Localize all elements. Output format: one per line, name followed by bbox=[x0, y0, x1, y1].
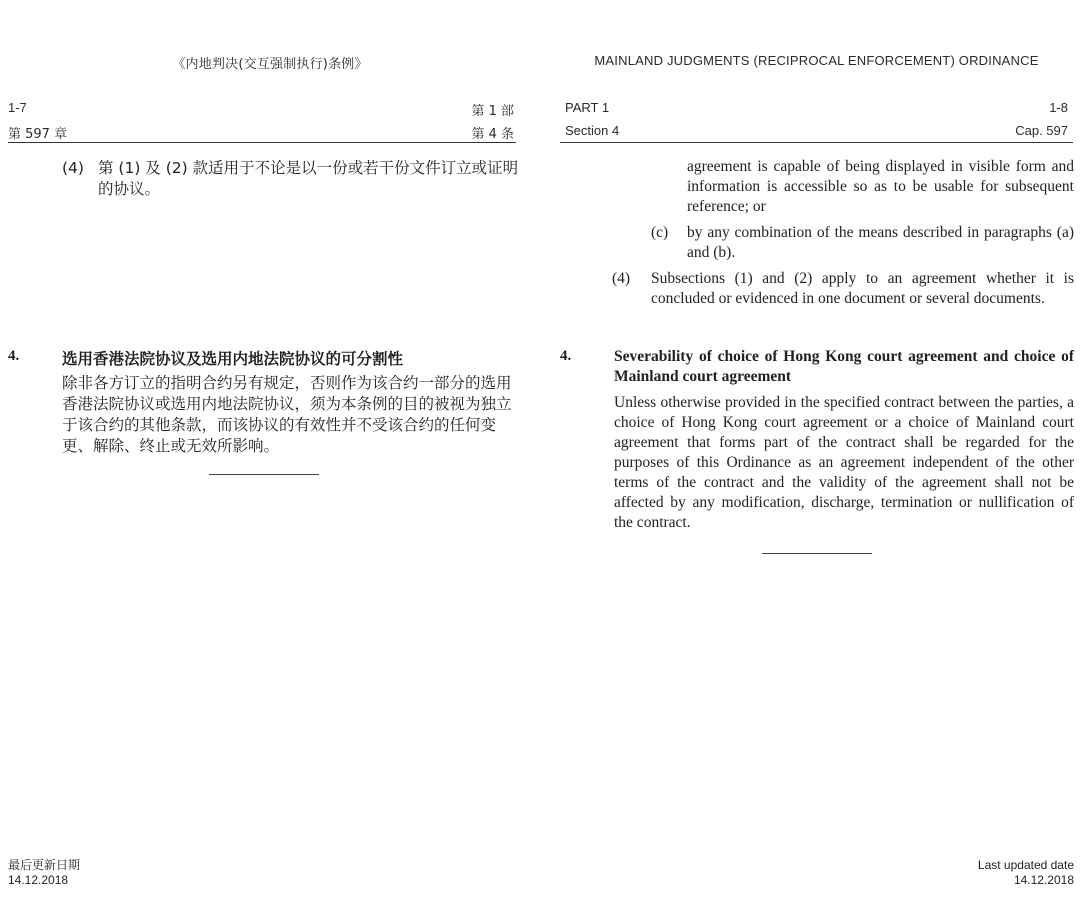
right-footer-date: 14.12.2018 bbox=[1013, 873, 1074, 887]
left-page-number: 1-7 bbox=[8, 100, 27, 115]
right-continued-text: agreement is capable of being displayed in visible form and information is accessible so as to be usable for subsequent reference; or bbox=[687, 158, 1074, 215]
right-end-rule bbox=[762, 553, 872, 554]
right-section-label: Section 4 bbox=[565, 123, 620, 138]
left-section-label: 第 4 条 bbox=[471, 127, 514, 142]
right-section-body: Unless otherwise provided in the specified contract between the parties, a choice of Hong Kong court agreement or a choice of Mainland court agreement that forms part of the contract shall be regarded for the purposes of this Ordinance as an agreement independent of the other terms of the contract and the validity of the agreement shall not be affected by any modification, discharge, termination or nullification of the contract. bbox=[614, 394, 1074, 531]
right-header-rule bbox=[560, 142, 1073, 143]
left-chapter-label: 第 597 章 bbox=[8, 127, 68, 142]
right-running-head: MAINLAND JUDGMENTS (RECIPROCAL ENFORCEMENT) ORDINANCE bbox=[594, 53, 1039, 68]
right-subsection-4-text: Subsections (1) and (2) apply to an agreement whether it is concluded or evidenced in one document or several documents. bbox=[651, 270, 1074, 307]
left-section-heading: 选用香港法院协议及选用内地法院协议的可分割性 bbox=[62, 350, 404, 368]
left-footer-label: 最后更新日期 bbox=[8, 858, 81, 872]
right-part-label: PART 1 bbox=[565, 100, 610, 115]
left-running-head: 《内地判决(交互强制执行)条例》 bbox=[172, 57, 368, 72]
right-subsection-4-number: (4) bbox=[612, 270, 631, 287]
left-footer-date: 14.12.2018 bbox=[8, 873, 69, 887]
left-section-number: 4. bbox=[8, 348, 20, 364]
right-footer-label: Last updated date bbox=[977, 858, 1074, 872]
left-part-label: 第 1 部 bbox=[471, 104, 514, 119]
right-paragraph-c-text: by any combination of the means described in paragraphs (a) and (b). bbox=[687, 224, 1074, 261]
right-page-number: 1-8 bbox=[1049, 100, 1068, 115]
right-section-heading: Severability of choice of Hong Kong court agreement and choice of Mainland court agreement bbox=[614, 348, 1074, 385]
right-chapter-label: Cap. 597 bbox=[1015, 123, 1068, 138]
left-subsection-4-text: 第 (1) 及 (2) 款适用于不论是以一份或若干份文件订立或证明的协议。 bbox=[98, 159, 519, 198]
left-header-rule bbox=[8, 142, 516, 143]
left-section-body: 除非各方订立的指明合约另有规定，否则作为该合约一部分的选用香港法院协议或选用内地法院协议，须为本条例的目的被视为独立于该合约的其他条款，而该协议的有效性并不受该合约的任何变更、解除、终止或无效所影响。 bbox=[62, 374, 512, 455]
right-paragraph-c-number: (c) bbox=[651, 224, 669, 241]
right-section-number: 4. bbox=[560, 348, 572, 364]
left-end-rule bbox=[209, 474, 319, 475]
left-subsection-4-number: (4) bbox=[62, 159, 84, 177]
